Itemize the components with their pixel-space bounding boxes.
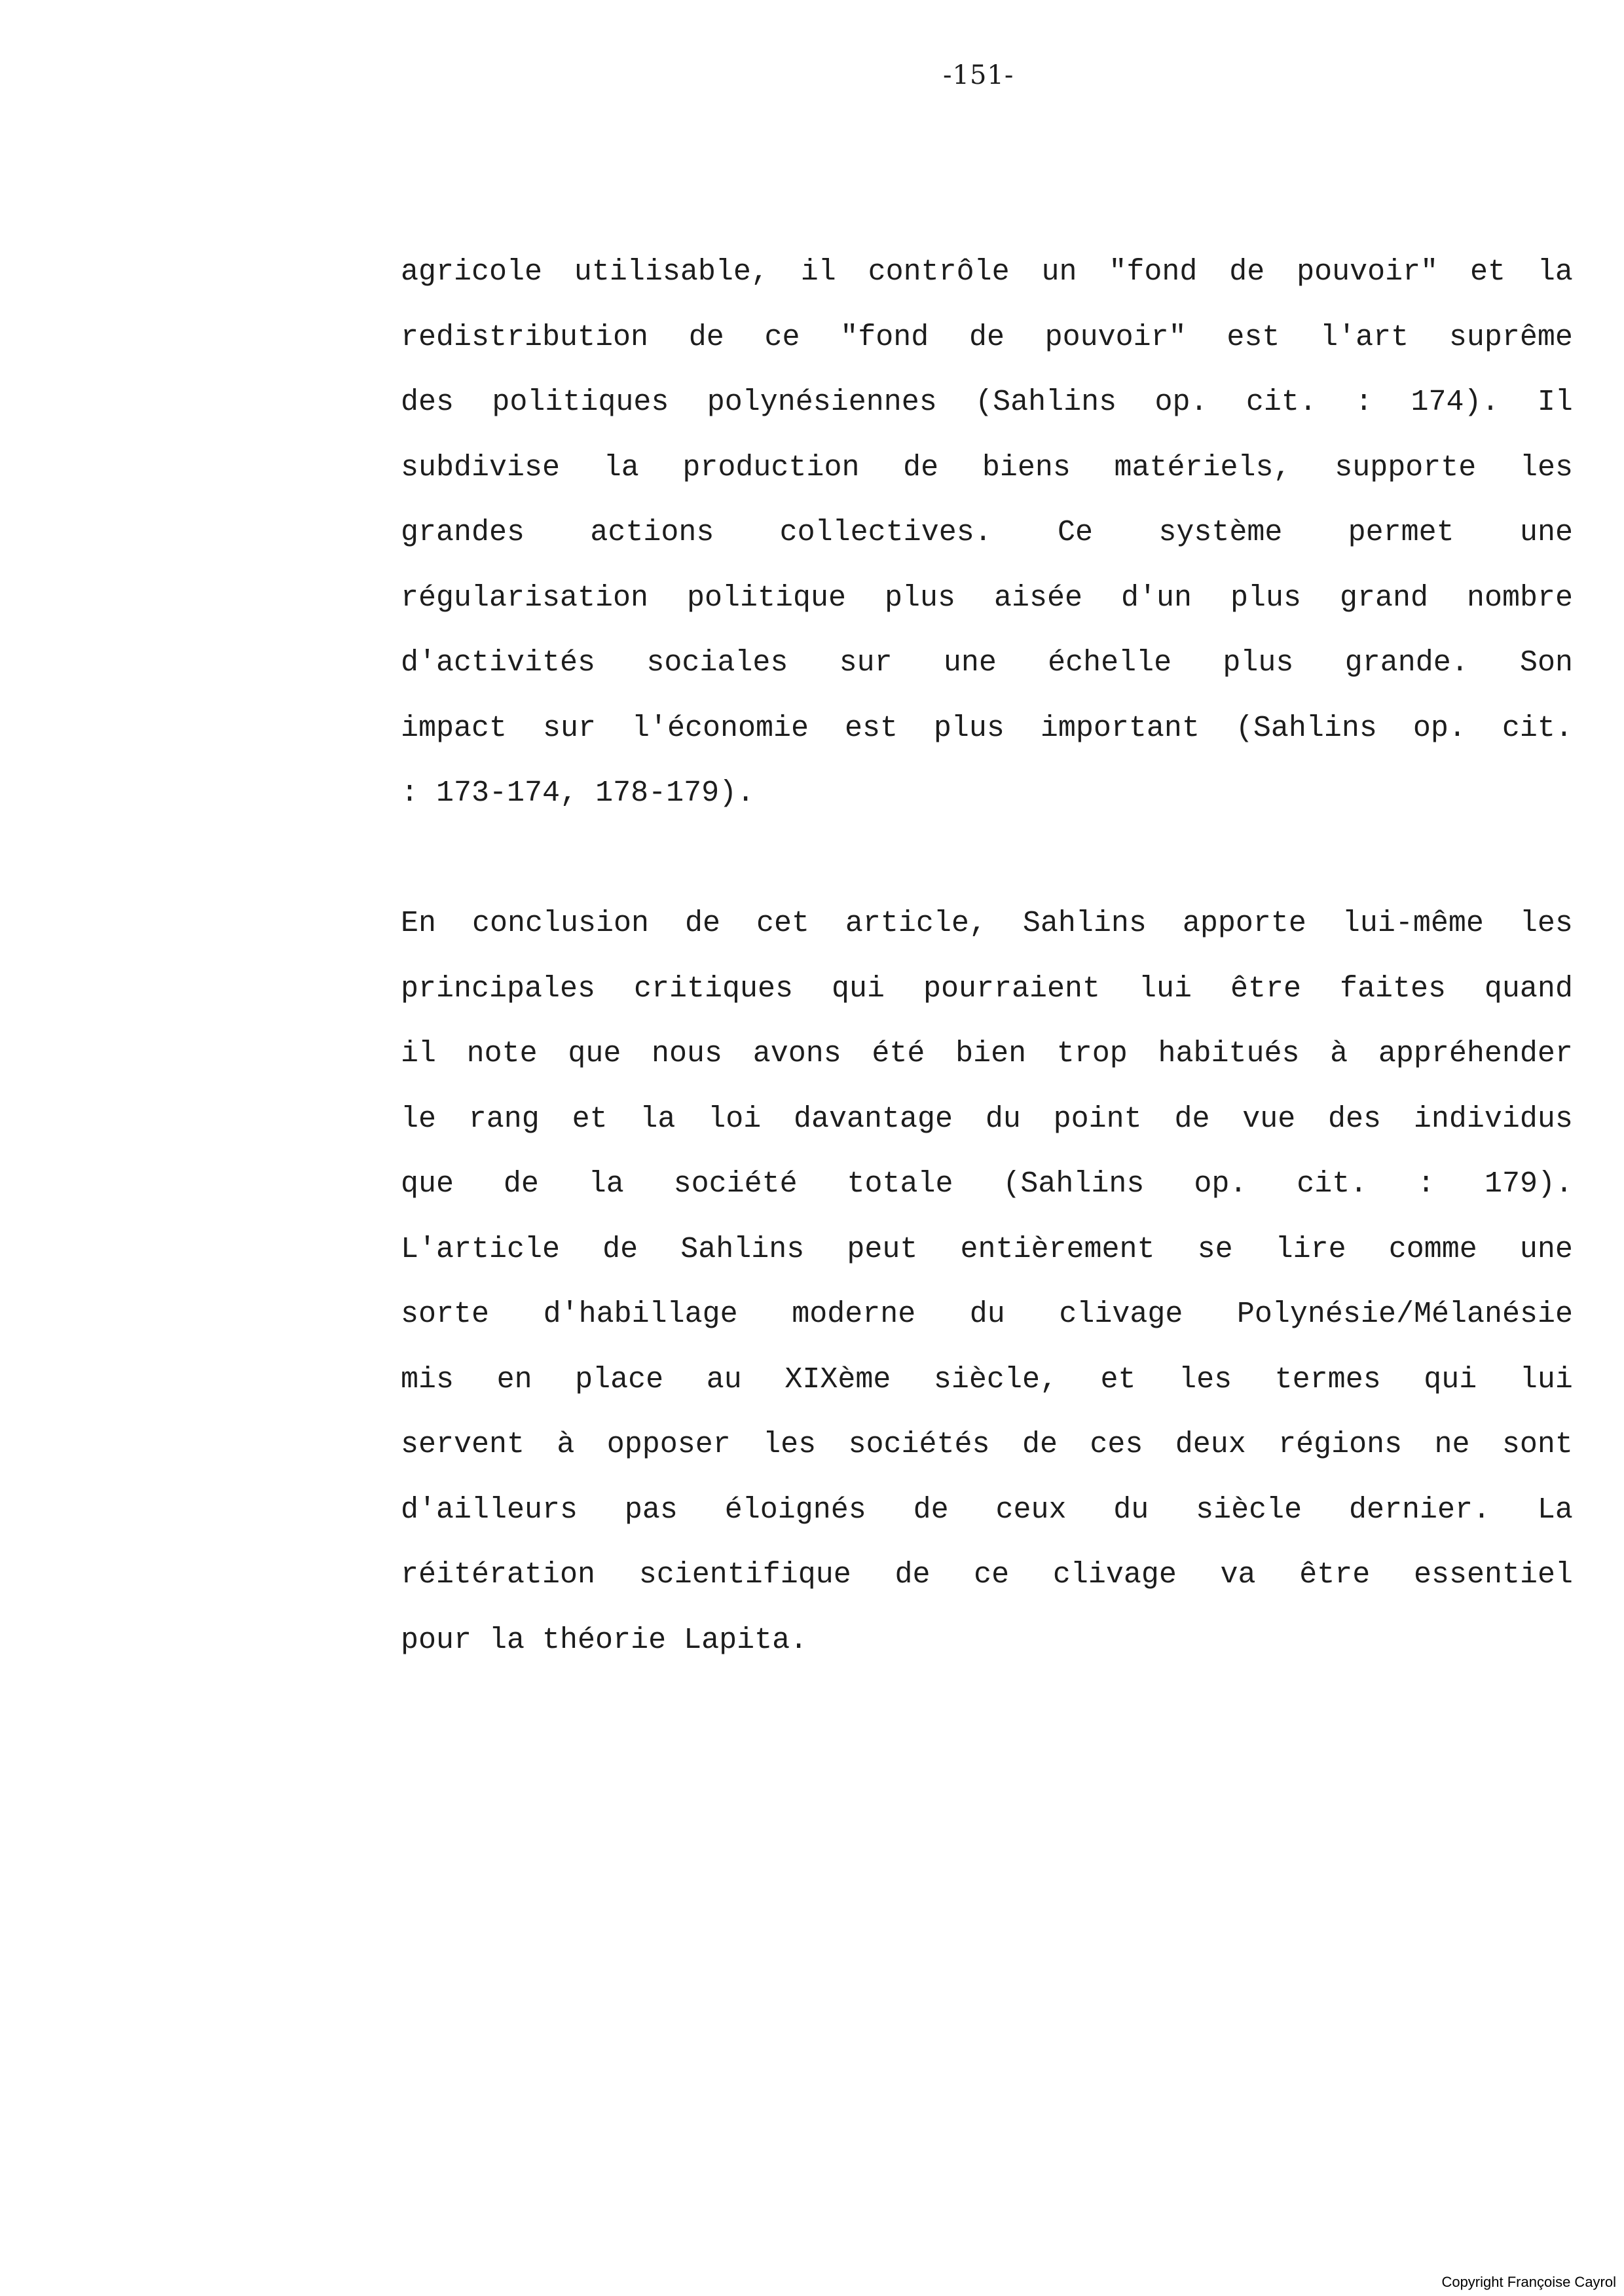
word: et	[1100, 1362, 1136, 1396]
word: ce	[974, 1558, 1010, 1592]
word: XIXème	[784, 1362, 891, 1396]
word: à	[557, 1428, 575, 1461]
word: note	[466, 1037, 538, 1070]
word: polynésiennes	[707, 386, 937, 419]
text-line	[401, 1282, 1573, 1347]
word: lire	[1275, 1232, 1346, 1266]
word: pourraient	[923, 972, 1101, 1006]
word: il	[401, 1037, 437, 1070]
word: un	[1041, 255, 1077, 289]
word: de	[688, 320, 724, 354]
word: sorte	[401, 1298, 490, 1331]
word: la	[603, 450, 639, 484]
word: plus	[885, 581, 956, 615]
word: de	[913, 1493, 949, 1527]
text-line	[401, 891, 1573, 957]
word: les	[1179, 1362, 1232, 1396]
paragraph-2	[401, 891, 1573, 1673]
word: est	[844, 711, 898, 745]
word: il	[800, 255, 836, 289]
word: du	[1113, 1493, 1149, 1527]
word: la	[588, 1167, 624, 1201]
word: 178-179).	[595, 776, 755, 810]
word: vue	[1242, 1102, 1296, 1136]
word: :	[401, 776, 419, 810]
word: politiques	[492, 386, 669, 419]
word: opposer	[606, 1428, 731, 1461]
word: régularisation	[401, 581, 649, 615]
word: (Sahlins	[975, 386, 1117, 419]
word: principales	[401, 972, 596, 1006]
text-line	[401, 566, 1573, 631]
text-line	[401, 240, 1573, 305]
word: grande.	[1344, 646, 1469, 680]
word: se	[1197, 1232, 1233, 1266]
word: avons	[752, 1037, 841, 1070]
word: loi	[708, 1102, 762, 1136]
word: d'activités	[401, 646, 596, 680]
word: politique	[687, 581, 847, 615]
word: de	[903, 450, 939, 484]
word: termes	[1274, 1362, 1381, 1396]
word: place	[575, 1362, 664, 1396]
word: est	[1227, 320, 1280, 354]
word: éloignés	[724, 1493, 866, 1527]
word: réitération	[401, 1558, 596, 1592]
word: plus	[933, 711, 1005, 745]
word: important	[1040, 711, 1200, 745]
word: entièrement	[960, 1232, 1155, 1266]
text-line	[401, 305, 1573, 371]
text-line	[401, 1217, 1573, 1283]
word: une	[1519, 516, 1573, 549]
word: comme	[1388, 1232, 1477, 1266]
text-line	[401, 957, 1573, 1022]
paragraph-1	[401, 240, 1573, 826]
word: 179).	[1484, 1167, 1573, 1201]
word: davantage	[794, 1102, 953, 1136]
word: pour	[401, 1623, 472, 1657]
word: essentiel	[1413, 1558, 1573, 1592]
word: redistribution	[401, 320, 649, 354]
word: siècle	[1196, 1493, 1302, 1527]
word: une	[1519, 1232, 1573, 1266]
word: clivage	[1059, 1298, 1183, 1331]
word: au	[706, 1362, 742, 1396]
text-line	[401, 500, 1573, 566]
word: en	[496, 1362, 532, 1396]
word: appréhender	[1378, 1037, 1573, 1070]
word: les	[1519, 907, 1573, 940]
word: Sahlins	[680, 1232, 805, 1266]
word: pouvoir"	[1044, 320, 1187, 354]
text-line	[401, 1608, 1573, 1673]
word: article,	[845, 907, 987, 940]
word: de	[1229, 255, 1265, 289]
word: impact	[401, 711, 507, 745]
word: subdivise	[401, 450, 561, 484]
word: trop	[1056, 1037, 1128, 1070]
text-line	[401, 1021, 1573, 1087]
word: biens	[982, 450, 1071, 484]
copyright-notice: Copyright Françoise Cayrol	[1441, 2274, 1616, 2290]
word: cit.	[1297, 1167, 1368, 1201]
word: actions	[590, 516, 714, 549]
text-line	[401, 435, 1573, 501]
word: la	[640, 1102, 676, 1136]
text-line	[401, 1152, 1573, 1217]
word: de	[684, 907, 720, 940]
word: lui	[1138, 972, 1192, 1006]
word: sociales	[646, 646, 788, 680]
word: contrôle	[868, 255, 1010, 289]
word: ceux	[995, 1493, 1067, 1527]
word: Sahlins	[1022, 907, 1147, 940]
word: de	[1174, 1102, 1210, 1136]
word: utilisable,	[574, 255, 769, 289]
word: échelle	[1048, 646, 1172, 680]
word: faites	[1339, 972, 1446, 1006]
word: nous	[652, 1037, 723, 1070]
word: production	[682, 450, 860, 484]
word: être	[1299, 1558, 1371, 1592]
text-line	[401, 630, 1573, 696]
word: supporte	[1335, 450, 1477, 484]
word: "fond	[1109, 255, 1198, 289]
word: de	[895, 1558, 931, 1592]
word: suprême	[1449, 320, 1573, 354]
word: matériels,	[1114, 450, 1291, 484]
word: pouvoir"	[1297, 255, 1439, 289]
word: que	[401, 1167, 454, 1201]
word: siècle,	[933, 1362, 1058, 1396]
word: l'économie	[631, 711, 809, 745]
word: grandes	[401, 516, 525, 549]
word: La	[1537, 1493, 1573, 1527]
word: op.	[1154, 386, 1208, 419]
word: op.	[1412, 711, 1466, 745]
word: et	[1470, 255, 1506, 289]
word: d'habillage	[543, 1298, 738, 1331]
word: :	[1355, 386, 1373, 419]
word: sociétés	[848, 1428, 990, 1461]
word: des	[401, 386, 454, 419]
word: de	[602, 1232, 638, 1266]
word: nombre	[1466, 581, 1573, 615]
word: à	[1330, 1037, 1348, 1070]
word: cit.	[1502, 711, 1573, 745]
word: habitués	[1158, 1037, 1300, 1070]
word: (Sahlins	[1003, 1167, 1145, 1201]
word: Polynésie/Mélanésie	[1236, 1298, 1573, 1331]
word: En	[401, 907, 437, 940]
word: d'ailleurs	[401, 1493, 578, 1527]
word: individus	[1413, 1102, 1573, 1136]
word: mis	[401, 1362, 454, 1396]
word: sur	[542, 711, 596, 745]
word: Son	[1519, 646, 1573, 680]
text-line	[401, 370, 1573, 435]
word: été	[872, 1037, 925, 1070]
word: d'un	[1120, 581, 1192, 615]
word: point	[1053, 1102, 1142, 1136]
word: collectives.	[779, 516, 992, 549]
word: des	[1328, 1102, 1382, 1136]
word: plus	[1223, 646, 1294, 680]
word: de	[503, 1167, 539, 1201]
word: moderne	[792, 1298, 916, 1331]
word: ce	[764, 320, 800, 354]
word: les	[1519, 450, 1573, 484]
text-line	[401, 1542, 1573, 1608]
word: lui	[1519, 1362, 1573, 1396]
word: plus	[1230, 581, 1301, 615]
word: permet	[1348, 516, 1454, 549]
word: servent	[401, 1428, 525, 1461]
word: apporte	[1182, 907, 1306, 940]
word: être	[1230, 972, 1301, 1006]
word: :	[1417, 1167, 1435, 1201]
word: société	[673, 1167, 798, 1201]
word: de	[1022, 1428, 1058, 1461]
word: ne	[1434, 1428, 1470, 1461]
word: Ce	[1058, 516, 1094, 549]
word: L'article	[401, 1232, 561, 1266]
word: du	[969, 1298, 1005, 1331]
word: rang	[468, 1102, 540, 1136]
word: (Sahlins	[1235, 711, 1377, 745]
word: de	[969, 320, 1005, 354]
page-number: -151-	[943, 60, 1014, 90]
word: ces	[1090, 1428, 1143, 1461]
word: les	[763, 1428, 817, 1461]
word: dernier.	[1349, 1493, 1491, 1527]
word: 173-174,	[436, 776, 578, 810]
word: qui	[1424, 1362, 1477, 1396]
word: deux	[1175, 1428, 1246, 1461]
word: Il	[1537, 386, 1573, 419]
word: grand	[1339, 581, 1428, 615]
word: cet	[756, 907, 809, 940]
word: que	[568, 1037, 621, 1070]
word: cit.	[1246, 386, 1317, 419]
word: pas	[624, 1493, 678, 1527]
word: du	[985, 1102, 1021, 1136]
word: une	[943, 646, 997, 680]
word: totale	[847, 1167, 953, 1201]
text-line	[401, 696, 1573, 761]
word: peut	[847, 1232, 918, 1266]
word: agricole	[401, 255, 543, 289]
word: la	[1537, 255, 1573, 289]
word: critiques	[634, 972, 794, 1006]
word: régions	[1278, 1428, 1403, 1461]
word: et	[572, 1102, 608, 1136]
word: la	[489, 1623, 525, 1657]
text-line	[401, 1478, 1573, 1543]
word: Lapita.	[684, 1623, 808, 1657]
word: lui-même	[1342, 907, 1484, 940]
word: l'art	[1320, 320, 1409, 354]
word: sur	[839, 646, 893, 680]
word: conclusion	[471, 907, 650, 940]
word: système	[1158, 516, 1283, 549]
text-line	[401, 761, 1573, 826]
word: 174).	[1411, 386, 1500, 419]
word: op.	[1194, 1167, 1247, 1201]
word: clivage	[1052, 1558, 1177, 1592]
word: scientifique	[638, 1558, 851, 1592]
text-line	[401, 1412, 1573, 1478]
word: qui	[832, 972, 885, 1006]
word: le	[401, 1102, 437, 1136]
text-line	[401, 1347, 1573, 1413]
word: théorie	[542, 1623, 667, 1657]
word: va	[1220, 1558, 1256, 1592]
word: aisée	[994, 581, 1083, 615]
word: sont	[1502, 1428, 1573, 1461]
word: quand	[1484, 972, 1573, 1006]
word: "fond	[840, 320, 929, 354]
word: bien	[955, 1037, 1027, 1070]
text-line	[401, 1087, 1573, 1152]
